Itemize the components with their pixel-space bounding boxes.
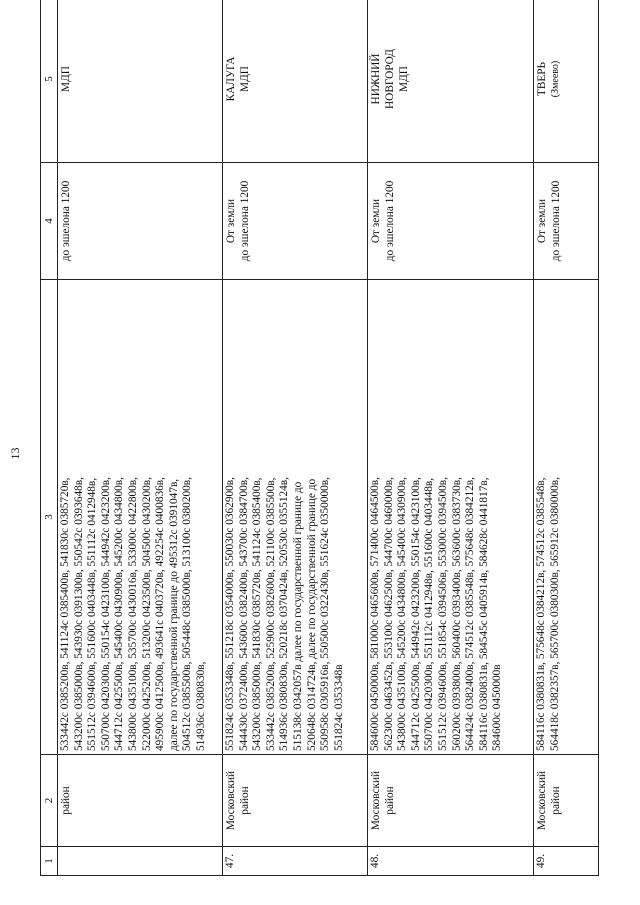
district-cell — [368, 755, 534, 847]
district-line: район — [60, 786, 72, 815]
coordinate-line: 515138с 0342057в далее по государственной границе до — [291, 481, 304, 751]
coordinate-line: 562300с 0463452в, 553100с 0462500в, 544700с 0460000в, — [382, 477, 395, 751]
coordinate-line: 544712с 0425500в, 545400с 0430900в, 545200с 0434800в, — [113, 477, 126, 751]
boundary-coordinates-cell — [58, 280, 223, 755]
coordinate-line: 533442с 0385200в, 525900с 0382600в, 521100с 0385500в, — [264, 477, 277, 751]
district-line: Московский — [536, 770, 548, 831]
airspace-zones-table — [40, 0, 599, 876]
coordinate-line: 495900с 0412500в, 493641с 0403720в, 492254с 0400836в, — [154, 477, 167, 751]
altitude-line: От земли — [536, 198, 548, 244]
coordinate-line: 584116с 0380831в, 584545с 0405914в, 584628с 0441817в, — [477, 477, 490, 751]
row-number-cell — [534, 847, 599, 876]
coordinate-line: 550700с 0420300в, 550154с 0423100в, 544942с 0423200в, — [99, 477, 112, 751]
boundary-coordinates-cell — [368, 280, 534, 755]
row-number: 49. — [535, 853, 547, 869]
zone-subtitle: (Змеево) — [550, 60, 561, 98]
row-number-cell — [223, 847, 368, 876]
coordinate-line: 584600с 0450000в — [491, 664, 504, 751]
zone-line: МДП — [398, 66, 410, 92]
row-number-cell — [58, 847, 223, 876]
altitude-limits-cell — [223, 163, 368, 280]
row-number: 48. — [369, 853, 381, 869]
table-row — [368, 0, 534, 876]
coordinate-line: 543200с 0385000в, 543930с 0391300в, 550542с 0393648в, — [72, 477, 85, 751]
zone-line: ТВЕРЬ — [536, 61, 548, 97]
boundary-coordinates-cell — [534, 280, 599, 755]
altitude-line: до эшелона 1200 — [239, 180, 251, 262]
coordinate-line: 550958с 0305916в, 550500с 0322430в, 551624с 0350000в, — [319, 477, 332, 751]
altitude-limits-cell — [534, 163, 599, 280]
column-header-5: 5 — [41, 0, 58, 163]
altitude-line: до эшелона 1200 — [60, 180, 72, 262]
coordinate-line: 551824с 0353348в, 551218с 0354000в, 550030с 0362900в, — [224, 477, 236, 751]
coordinate-line: 543800с 0435100в, 545200с 0434800в, 545400с 0430900в, — [396, 477, 409, 751]
altitude-limits-cell — [58, 163, 223, 280]
district-line: Московский — [370, 770, 382, 831]
zone-line: КАЛУГА — [225, 56, 237, 102]
district-cell — [534, 755, 599, 847]
coordinate-line: 560200с 0393800в, 560400с 0393400в, 563600с 0383730в, — [450, 477, 463, 751]
coordinate-line: 551512с 0394600в, 551600с 0403448в, 551112с 0412948в, — [86, 477, 99, 751]
district-line: район — [239, 786, 251, 815]
coordinate-line: далее по государственной границе до 495312с 0391047в, — [167, 478, 180, 751]
coordinate-line: 514936с 0380830в, 520218с 0370424в, 520530с 0355124в, — [278, 477, 291, 751]
coordinate-line: 584116с 0380831в, 575648с 0384212в, 574512с 0385548в, — [535, 477, 547, 751]
altitude-line: От земли — [225, 198, 237, 244]
coordinate-line: 544712с 0425500в, 544942с 0423200в, 550154с 0423100в, — [409, 477, 422, 751]
district-cell — [223, 755, 368, 847]
altitude-line: От земли — [370, 198, 382, 244]
altitude-line: до эшелона 1200 — [384, 180, 396, 262]
column-header-2: 2 — [41, 755, 58, 847]
zone-line: НОВГОРОД — [384, 49, 396, 109]
coordinate-line: 520648с 0314724в, далее по государственной границе до — [305, 478, 318, 751]
row-number: 47. — [224, 853, 236, 869]
page-number: 13 — [8, 447, 22, 460]
row-number-cell — [368, 847, 534, 876]
district-line: Московский — [225, 770, 237, 831]
district-cell — [58, 755, 223, 847]
coordinate-line: 551512с 0394600в, 551854с 0394506в, 553000с 0394500в, — [436, 477, 449, 751]
table-row — [534, 0, 599, 876]
control-zone-cell — [58, 0, 223, 163]
coordinate-line: 504512с 0385500в, 505448с 0385000в, 513100с 0380200в, — [181, 477, 194, 751]
coordinate-line: 543200с 0385000в, 541830с 0385720в, 541124с 0385400в, — [251, 477, 264, 751]
column-header-1: 1 — [41, 847, 58, 876]
coordinate-line: 564418с 0382357в, 565700с 0380300в, 565912с 0380000в, — [548, 477, 561, 751]
zone-line: МДП — [60, 66, 72, 92]
coordinate-line: 514936с 0380830в, — [194, 661, 207, 751]
zone-line: НИЖНИЙ — [370, 53, 382, 105]
table-row — [223, 0, 368, 876]
column-number-row — [41, 0, 58, 876]
table-body — [58, 0, 599, 876]
control-zone-cell — [534, 0, 599, 163]
coordinate-line: 550700с 0420300в, 551112с 0412948в, 551600с 0403448в, — [423, 477, 436, 751]
altitude-limits-cell — [368, 163, 534, 280]
control-zone-cell — [223, 0, 368, 163]
column-header-3: 3 — [41, 280, 58, 755]
coordinate-line: 544430с 0372400в, 543600с 0382400в, 543700с 0384700в, — [237, 477, 250, 751]
boundary-coordinates-cell — [223, 280, 368, 755]
table-row — [58, 0, 223, 876]
column-header-4: 4 — [41, 163, 58, 280]
zone-line: МДП — [239, 66, 251, 92]
coordinate-line: 533442с 0385200в, 541124с 0385400в, 541830с 0385720в, — [59, 477, 71, 751]
rotated-page-content — [8, 31, 595, 876]
altitude-line: до эшелона 1200 — [550, 180, 562, 262]
coordinate-line: 584600с 0450000в, 581000с 0465600в, 571400с 0464500в, — [369, 477, 381, 751]
coordinate-line: 551824с 0353348в — [332, 664, 345, 751]
district-line: район — [550, 786, 562, 815]
district-line: район — [384, 786, 396, 815]
coordinate-line: 522000с 0425200в, 513200с 0423500в, 504500с 0430200в, — [140, 477, 153, 751]
control-zone-cell — [368, 0, 534, 163]
coordinate-line: 543800с 0435100в, 535700с 0430016в, 533000с 0422800в, — [126, 477, 139, 751]
coordinate-line: 564424с 0382400в, 574512с 0385548в, 575648с 0384212в, — [464, 477, 477, 751]
